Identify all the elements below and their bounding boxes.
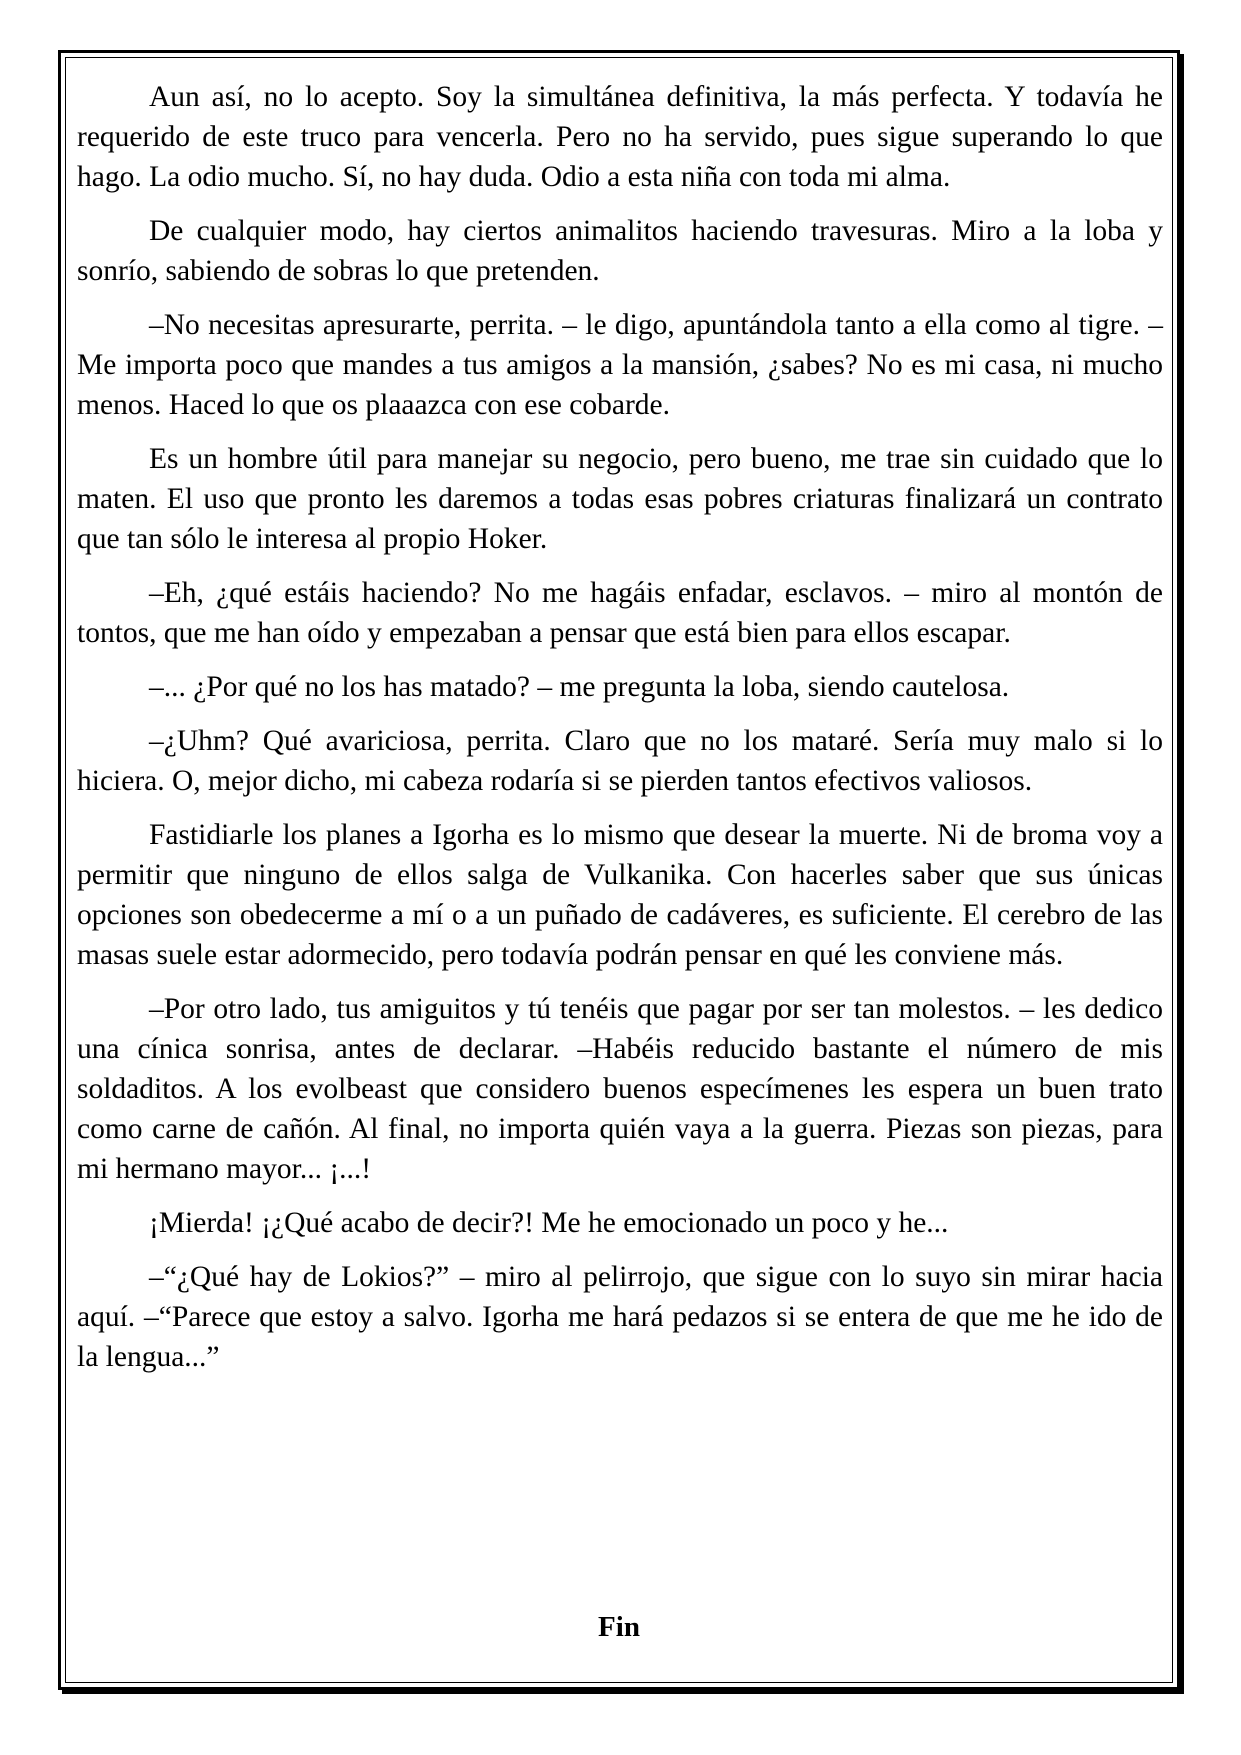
- paragraph-7: –¿Uhm? Qué avariciosa, perrita. Claro que no los mataré. Sería muy malo si lo hiciera. O, mejor dicho, mi cabeza rodaría si se pierden tantos efectivos valiosos.: [77, 725, 1163, 797]
- paragraph-1: Aun así, no lo acepto. Soy la simultánea definitiva, la más perfecta. Y todavía he requerido de este truco para vencerla. Pero no ha servido, pues sigue superando lo que hago. La odio mucho. Sí, no hay duda. Odio a esta niña con toda mi alma.: [77, 81, 1163, 193]
- paragraph-10: ¡Mierda! ¡¿Qué acabo de decir?! Me he emocionado un poco y he...: [149, 1207, 949, 1239]
- end-mark: Fin: [598, 1611, 640, 1643]
- text-body: [77, 77, 1163, 1391]
- paragraph-5: –Eh, ¿qué estáis haciendo? No me hagáis enfadar, esclavos. – miro al montón de tontos, que me han oído y empezaban a pensar que está bien para ellos escapar.: [77, 577, 1163, 649]
- paragraph-4: Es un hombre útil para manejar su negocio, pero bueno, me trae sin cuidado que lo maten. El uso que pronto les daremos a todas esas pobres criaturas finalizará un contrato que tan sólo le interesa al propio Hoker.: [77, 443, 1163, 555]
- paragraph-11: –“¿Qué hay de Lokios?” – miro al pelirrojo, que sigue con lo suyo sin mirar hacia aquí. –“Parece que estoy a salvo. Igorha me hará pedazos si se entera de que me he ido de la lengua...”: [77, 1261, 1163, 1373]
- page-frame: [58, 50, 1180, 1690]
- paragraph-6: –... ¿Por qué no los has matado? – me pregunta la loba, siendo cautelosa.: [149, 671, 1010, 703]
- paragraph-8: Fastidiarle los planes a Igorha es lo mismo que desear la muerte. Ni de broma voy a permitir que ninguno de ellos salga de Vulkanika. Con hacerles saber que sus únicas opciones son obedecerme a mí o a un puñado de cadáveres, es suficiente. El cerebro de las masas suele estar adormecido, pero todavía podrán pensar en qué les conviene más.: [77, 819, 1163, 971]
- paragraph-9: –Por otro lado, tus amiguitos y tú tenéis que pagar por ser tan molestos. – les dedico una cínica sonrisa, antes de declarar. –Habéis reducido bastante el número de mis soldaditos. A los evolbeast que considero buenos especímenes les espera un buen trato como carne de cañón. Al final, no importa quién vaya a la guerra. Piezas son piezas, para mi hermano mayor... ¡...!: [77, 993, 1163, 1185]
- paragraph-3: –No necesitas apresurarte, perrita. – le digo, apuntándola tanto a ella como al tigre. –Me importa poco que mandes a tus amigos a la mansión, ¿sabes? No es mi casa, ni mucho menos. Haced lo que os plaaazca con ese cobarde.: [77, 309, 1163, 421]
- paragraph-2: De cualquier modo, hay ciertos animalitos haciendo travesuras. Miro a la loba y sonrío, sabiendo de sobras lo que pretenden.: [77, 215, 1163, 287]
